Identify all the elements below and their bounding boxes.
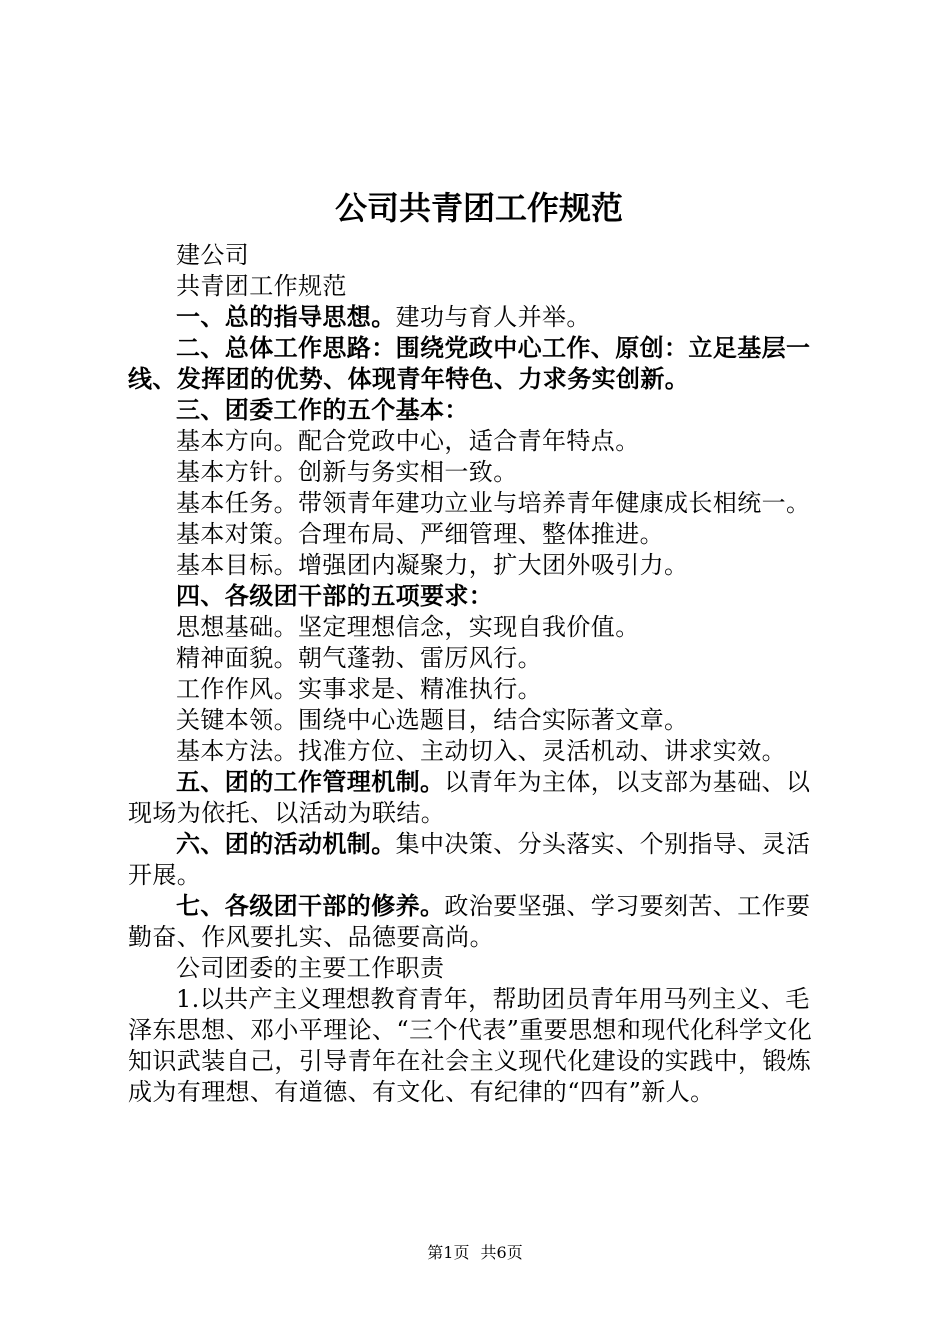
paragraph-text: 建公司 xyxy=(176,241,250,269)
paragraph xyxy=(128,767,830,829)
paragraph-heading: 一、总的指导思想。 xyxy=(176,303,396,331)
paragraph xyxy=(128,891,830,953)
paragraph xyxy=(128,457,830,488)
paragraph-text: 基本对策。合理布局、严细管理、整体推进。 xyxy=(176,520,664,548)
document-title: 公司共青团工作规范 xyxy=(334,189,623,227)
paragraph-heading: 四、各级团干部的五项要求： xyxy=(176,582,494,610)
paragraph xyxy=(128,333,830,395)
paragraph-text: 关键本领。围绕中心选题目，结合实际著文章。 xyxy=(176,706,689,734)
paragraph-heading: 七、各级团干部的修养。 xyxy=(176,892,445,920)
paragraph-text: 基本方向。配合党政中心，适合青年特点。 xyxy=(176,427,640,455)
paragraph xyxy=(128,674,830,705)
paragraph xyxy=(128,705,830,736)
paragraph xyxy=(128,240,830,271)
paragraph xyxy=(128,488,830,519)
paragraph-text: 基本方针。创新与务实相一致。 xyxy=(176,458,518,486)
paragraph xyxy=(128,519,830,550)
paragraph-text: 1.以共产主义理想教育青年，帮助团员青年用马列主义、毛泽东思想、邓小平理论、“三个代表”重要思想和现代化科学文化知识武装自己，引导青年在社会主义现代化建设的实践中，锻炼成为有理想、有道德、有文化、有纪律的“四有”新人。 xyxy=(128,985,813,1106)
paragraph xyxy=(128,953,830,984)
paragraph xyxy=(128,736,830,767)
paragraph-text: 集中决策、分头落实、个别指导、灵活开展。 xyxy=(128,830,811,889)
paragraph-heading: 五、团的工作管理机制。 xyxy=(176,768,445,796)
paragraph-heading: 六、团的活动机制。 xyxy=(176,830,396,858)
paragraph-text: 工作作风。实事求是、精准执行。 xyxy=(176,675,542,703)
paragraph-text: 基本方法。找准方位、主动切入、灵活机动、讲求实效。 xyxy=(176,737,786,765)
paragraph-text: 建功与育人并举。 xyxy=(395,303,591,331)
paragraph xyxy=(128,550,830,581)
paragraph xyxy=(128,426,830,457)
paragraph-text: 基本目标。增强团内凝聚力，扩大团外吸引力。 xyxy=(176,551,689,579)
paragraph-text: 思想基础。坚定理想信念，实现自我价值。 xyxy=(176,613,640,641)
paragraph-text: 公司团委的主要工作职责 xyxy=(176,954,445,982)
paragraph xyxy=(128,581,830,612)
paragraph xyxy=(128,302,830,333)
paragraph-text: 基本任务。带领青年建功立业与培养青年健康成长相统一。 xyxy=(176,489,811,517)
paragraph-text: 政治要坚强、学习要刻苦、工作要勤奋、作风要扎实、品德要高尚。 xyxy=(128,892,811,951)
paragraph xyxy=(128,612,830,643)
page-footer xyxy=(0,1240,950,1263)
paragraph-text: 精神面貌。朝气蓬勃、雷厉风行。 xyxy=(176,644,542,672)
paragraph xyxy=(128,395,830,426)
paragraph-heading: 二、总体工作思路：围绕党政中心工作、原创：立足基层一线、发挥团的优势、体现青年特色、力求务实创新。 xyxy=(128,334,811,393)
paragraph xyxy=(128,271,830,302)
paragraph-text: 共青团工作规范 xyxy=(176,272,347,300)
paragraph xyxy=(128,984,830,1108)
paragraph-text: 以青年为主体，以支部为基础、以现场为依托、以活动为联结。 xyxy=(128,768,811,827)
paragraph-heading: 三、团委工作的五个基本： xyxy=(176,396,469,424)
page-total: 共6页 xyxy=(480,1243,523,1262)
page-number: 第1页 xyxy=(427,1243,470,1262)
paragraph xyxy=(128,643,830,674)
paragraph-list xyxy=(128,240,830,1108)
document-body xyxy=(128,186,830,1108)
paragraph xyxy=(128,829,830,891)
